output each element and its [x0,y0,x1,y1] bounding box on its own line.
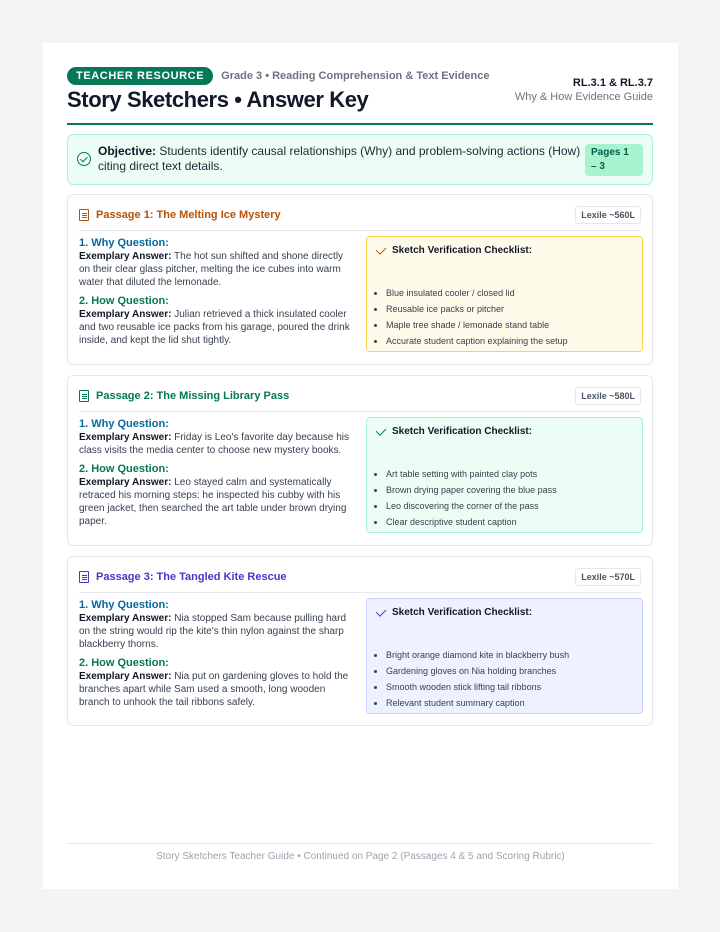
qa-block [79,417,355,528]
lexile-badge: Lexile ~570L [575,568,641,586]
answer-label: Exemplary Answer: [79,613,172,624]
answer-label: Exemplary Answer: [79,251,172,262]
checklist-item: • Relevant student summary caption [386,695,569,711]
checklist-item: • Blue insulated cooler / closed lid [386,285,568,301]
how-question: 2. How Question: [79,295,169,307]
why-question: 1. Why Question: [79,237,169,249]
sketch-checklist [366,598,643,714]
objective-label: Objective: [98,144,157,158]
checklist-item: • Maple tree shade / lemonade stand table [386,317,568,333]
checklist-item: • Bright orange diamond kite in blackberry bush [386,647,569,663]
checklist-item: • Art table setting with painted clay pots [386,466,557,482]
objective-box [67,134,653,185]
checklist-item: • Smooth wooden stick lifting tail ribbons [386,679,569,695]
document-icon [79,209,89,221]
checklist-title: Sketch Verification Checklist: [392,245,533,256]
passage-title: Passage 3: The Tangled Kite Rescue [96,571,287,583]
document-icon [79,571,89,583]
passage-card-2 [67,375,653,546]
checkmark-icon [376,425,387,436]
lexile-badge: Lexile ~580L [575,387,641,405]
checklist-item: • Clear descriptive student caption [386,514,557,530]
page-header [67,67,653,125]
qa-block [79,598,355,709]
checklist-item: • Reusable ice packs or pitcher [386,301,568,317]
checklist-title: Sketch Verification Checklist: [392,426,533,437]
grade-line: Grade 3 • Reading Comprehension & Text Evidence [221,70,490,82]
teacher-resource-badge: TEACHER RESOURCE [67,67,213,85]
why-answer [79,250,355,289]
how-question: 2. How Question: [79,657,169,669]
lexile-badge: Lexile ~560L [575,206,641,224]
passage-title: Passage 1: The Melting Ice Mystery [96,209,281,221]
qa-block [79,236,355,347]
footer-divider [67,843,653,844]
how-answer [79,670,355,709]
check-circle-icon [77,152,91,166]
why-question: 1. Why Question: [79,599,169,611]
answer-text: Leo stayed calm and systematically retraced his morning steps: he inspected his cubby with his green jacket, then searched the art table under brown drying paper. [79,477,347,527]
answer-label: Exemplary Answer: [79,671,172,682]
answer-text: Friday is Leo's favorite day because his class visits the media center to choose new mystery books. [79,432,350,456]
how-question: 2. How Question: [79,463,169,475]
sketch-checklist [366,417,643,533]
checklist-item: • Brown drying paper covering the blue pass [386,482,557,498]
checklist-item: • Leo discovering the corner of the pass [386,498,557,514]
answer-text: Nia put on gardening gloves to hold the branches apart while Sam used a smooth, long wooden branch to unhook the tail ribbons safely. [79,671,349,708]
page-footer: Story Sketchers Teacher Guide • Continued on Page 2 (Passages 4 & 5 and Scoring Rubric) [156,851,565,862]
answer-label: Exemplary Answer: [79,477,172,488]
sketch-checklist [366,236,643,352]
page-title: Story Sketchers • Answer Key [67,87,369,112]
why-answer [79,612,355,651]
standards-code: RL.3.1 & RL.3.7 [572,77,653,89]
standards-block [515,77,653,103]
answer-text: The hot sun shifted and shone directly on their clear glass pitcher, melting the ice cubes into warm water that diluted the lemonade. [79,251,344,288]
answer-label: Exemplary Answer: [79,432,172,443]
passage-card-1 [67,194,653,365]
objective-body: Students identify causal relationships (Why) and problem-solving actions (How) citing direct text details. [98,144,581,173]
why-question: 1. Why Question: [79,418,169,430]
guide-name: Why & How Evidence Guide [514,91,653,103]
pages-badge: Pages 1 – 3 [585,144,643,176]
how-answer [79,308,355,347]
passage-card-3 [67,556,653,726]
card-divider [79,411,641,412]
header-divider [67,123,653,125]
checklist-item: • Gardening gloves on Nia holding branches [386,663,569,679]
passage-title: Passage 2: The Missing Library Pass [96,390,290,402]
document-icon [79,390,89,402]
how-answer [79,476,355,528]
answer-label: Exemplary Answer: [79,309,172,320]
checkmark-icon [376,244,387,255]
checklist-item: • Accurate student caption explaining the setup [386,333,568,349]
checklist-title: Sketch Verification Checklist: [392,607,533,618]
why-answer [79,431,355,457]
checkmark-icon [376,606,387,617]
card-divider [79,230,641,231]
card-divider [79,592,641,593]
objective-text [98,144,588,174]
answer-key-page [43,43,678,889]
answer-text: Nia stopped Sam because pulling hard on the string would rip the kite's thin nylon against the sharp blackberry thorns. [79,613,347,650]
answer-text: Julian retrieved a thick insulated cooler and two reusable ice packs from his garage, poured the drink inside, and kept the lid shut tightly. [79,309,350,346]
